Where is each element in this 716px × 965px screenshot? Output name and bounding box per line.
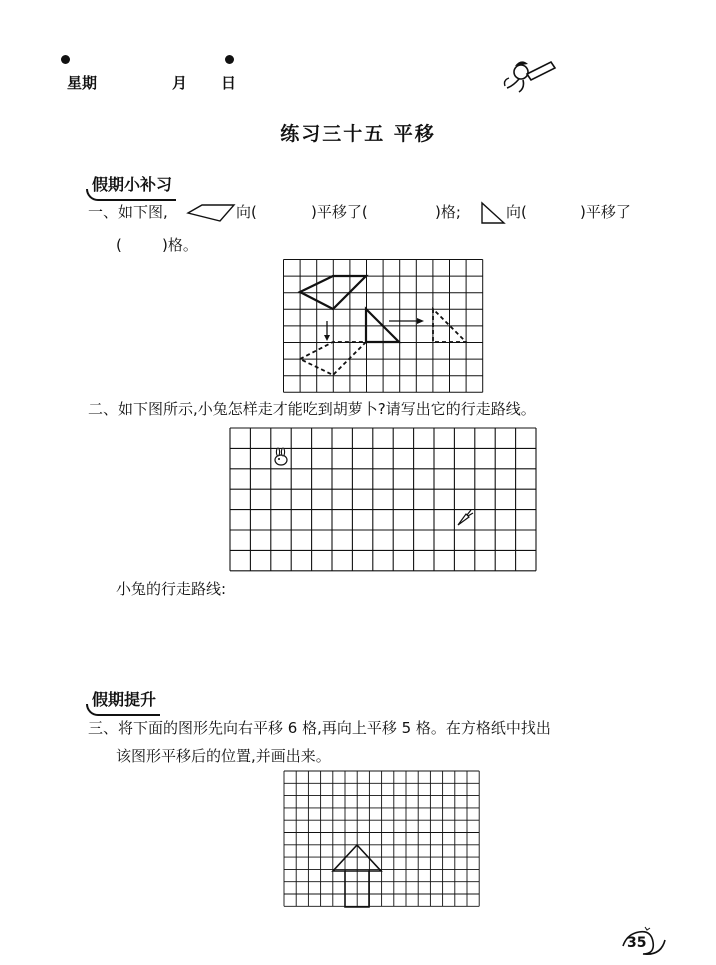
page-number: 35 — [627, 935, 647, 951]
section-tag-advance — [92, 687, 156, 710]
weekday-label: 星期 — [67, 74, 98, 92]
grid-q1 — [283, 259, 484, 393]
section-tag-text: 假期提升 — [92, 690, 157, 709]
q1-part-d: )格; — [435, 203, 461, 221]
page-number-badge — [621, 924, 667, 958]
section-tag-text: 假期小补习 — [92, 175, 173, 194]
tag-underline — [86, 189, 176, 201]
q3-line1: 三、将下面的图形先向右平移 6 格,再向上平移 5 格。在方格纸中找出 — [88, 719, 551, 737]
dot-icon — [225, 55, 234, 64]
q1-line2-a: ( — [116, 236, 122, 254]
tag-underline — [86, 704, 160, 716]
q1-part-c: )平移了( — [311, 203, 368, 221]
q2-answer-label: 小兔的行走路线: — [116, 580, 227, 598]
q2-text: 二、如下图所示,小兔怎样走才能吃到胡萝卜?请写出它的行走路线。 — [88, 400, 536, 418]
rhombus-icon — [186, 203, 236, 223]
q1-part-f: )平移了 — [580, 203, 631, 221]
day-label: 日 — [221, 74, 237, 92]
grid-q2 — [229, 427, 537, 573]
triangle-icon — [480, 201, 506, 225]
page-title: 练习三十五 平移 — [280, 123, 436, 145]
section-tag-review — [92, 172, 172, 195]
q1-part-e: 向( — [506, 203, 527, 221]
q1-part-b: 向( — [236, 203, 257, 221]
q1-line2-b: )格。 — [162, 236, 198, 254]
month-label: 月 — [172, 74, 188, 92]
grid-q3 — [283, 770, 483, 910]
q3-line2: 该图形平移后的位置,并画出来。 — [116, 747, 331, 765]
rabbit-icon — [275, 448, 287, 465]
q1-part-a: 一、如下图, — [88, 203, 168, 221]
carrot-icon — [458, 510, 473, 525]
mascot-icon — [497, 52, 559, 94]
dot-icon — [61, 55, 70, 64]
